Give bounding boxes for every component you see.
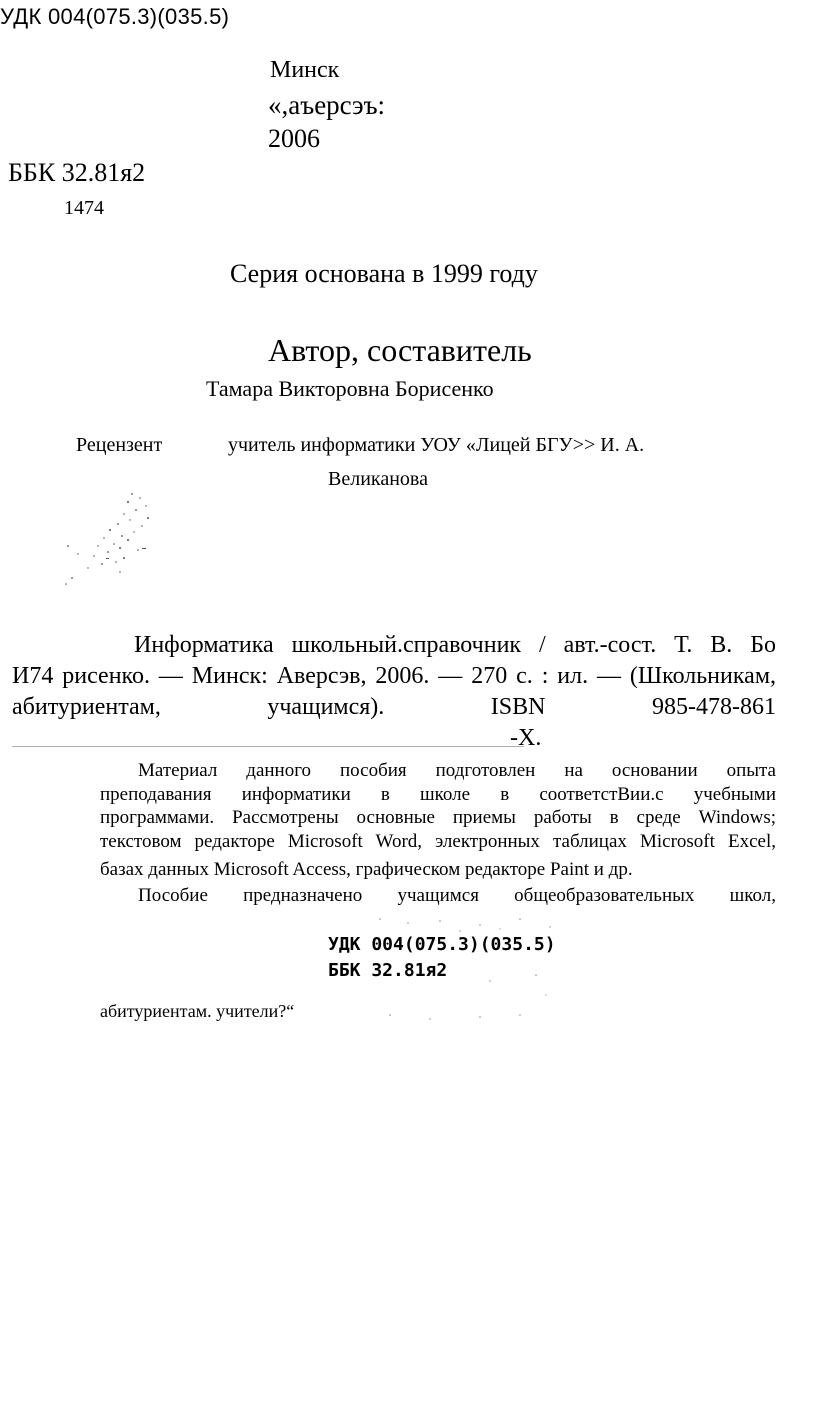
author-mark-code: 1474 [64,197,104,219]
publisher-name: «,аъерсэъ: [268,90,386,120]
biblio-line-text: рисенко. — Минск: Аверсэв, 2006. — 270 с. : ил. — (Школьникам, [53,663,776,689]
udk-code-top: УДК 004(075.3)(035.5) [0,4,230,29]
author-mark-index: И74 [12,663,54,689]
annotation-line: преподавания информатики в школе в соответстВии.с учебными [100,783,776,805]
publication-year: 2006 [268,124,320,153]
author-heading: Автор, составитель [268,332,532,368]
annotation-line: программами. Рассмотрены основные приемы работы в среде Windows; [100,807,776,828]
bbk-code-bottom: ББК 32.81я2 [328,960,448,981]
reviewer-continuation: Великанова [328,468,428,490]
annotation-line: базах данных Microsoft Access, графическом редакторе Paint и др. [100,859,633,880]
biblio-line: абитуриентам, учащимся). ISBN 985-478-861 [12,694,776,720]
udk-code-bottom: УДК 004(075.3)(035.5) [328,934,556,955]
reviewer-label: Рецензент [76,434,163,456]
biblio-line: Информатика школьный.справочник / авт.-сост. Т. В. Бо [134,632,776,658]
author-name: Тамара Викторовна Борисенко [206,376,494,401]
scan-noise-speckles [58,488,168,593]
publication-city: Минск [270,57,340,83]
divider-line [12,746,524,747]
annotation-line: Материал данного пособия подготовлен на основании опыта [138,760,776,781]
isbn-check-digit: -Х. [510,725,542,751]
series-note: Серия основана в 1999 году [230,259,538,288]
bbk-code-top: ББК 32.81я2 [8,158,146,187]
bibliographic-record [12,630,776,723]
reviewer-text: учитель информатики УОУ «Лицей БГУ>> И. А. [228,434,645,456]
annotation-line: текстовом редакторе Microsoft Word, электронных таблицах Microsoft Excel, [100,830,776,852]
biblio-line [12,661,776,692]
annotation-paragraph [100,759,776,907]
annotation-line: Пособие предназначено учащимся общеобразовательных школ, [138,884,776,906]
audience-line: абитуриентам. учители?“ [100,1001,295,1021]
